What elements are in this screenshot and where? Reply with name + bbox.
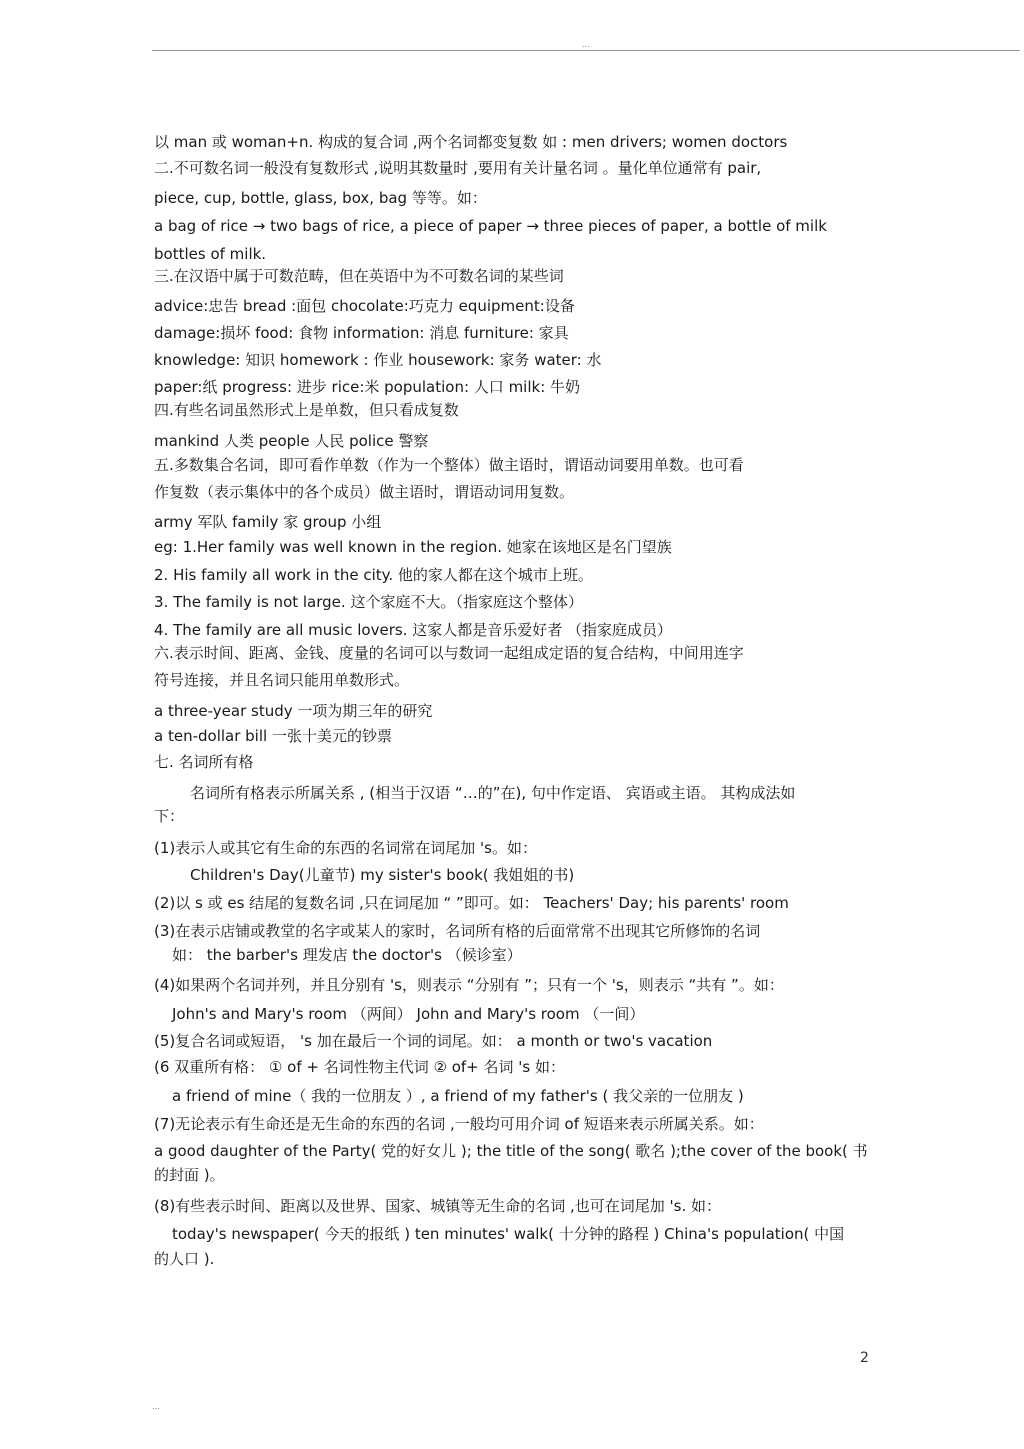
rule-line: (7)无论表示有生命还是无生命的东西的名词 ,一般均可用介词 of 短语来表示所属关系。如： <box>154 1115 764 1133</box>
rule-line: (5)复合名词或短语， 's 加在最后一个词的词尾。如： a month or two's vacation <box>154 1032 713 1050</box>
example-line: 的人口 ). <box>154 1250 215 1268</box>
rule-line: (6 双重所有格： ① of + 名词性物主代词 ② of+ 名词 's 如： <box>154 1058 565 1076</box>
example-line: 4. The family are all music lovers. 这家人都是音乐爱好者 （指家庭成员） <box>154 621 672 639</box>
example-line: 如： the barber's 理发店 the doctor's （候诊室） <box>172 946 522 964</box>
page-number: 2 <box>860 1350 869 1366</box>
example-line: a good daughter of the Party( 党的好女儿 ); the title of the song( 歌名 );the cover of the book( 书 <box>154 1142 868 1160</box>
header-rule <box>152 50 1020 51</box>
rule-line: (3)在表示店铺或教堂的名字或某人的家时，名词所有格的后面常常不出现其它所修饰的名词 <box>154 922 761 940</box>
vocab-line: army 军队 family 家 group 小组 <box>154 513 382 531</box>
section-heading-5: 五.多数集合名词，即可看作单数（作为一个整体）做主语时，谓语动词要用单数。也可看 <box>154 456 744 474</box>
header-dots: ... <box>582 40 590 49</box>
example-line: a friend of mine（ 我的一位朋友 ）, a friend of my father's ( 我父亲的一位朋友 ) <box>172 1087 744 1105</box>
example-line: John's and Mary's room （两间） John and Mary's room （一间） <box>172 1005 645 1023</box>
vocab-line: knowledge: 知识 homework : 作业 housework: 家务 water: 水 <box>154 351 602 369</box>
example-line: 的封面 )。 <box>154 1166 225 1184</box>
example-line: 3. The family is not large. 这个家庭不大。（指家庭这个整体） <box>154 593 583 611</box>
example-line: today's newspaper( 今天的报纸 ) ten minutes' walk( 十分钟的路程 ) China's population( 中国 <box>172 1225 845 1243</box>
text-line: 符号连接，并且名词只能用单数形式。 <box>154 671 410 689</box>
example-line: a three-year study 一项为期三年的研究 <box>154 702 433 720</box>
example-line: 2. His family all work in the city. 他的家人都在这个城市上班。 <box>154 566 593 584</box>
section-heading-3: 三.在汉语中属于可数范畴，但在英语中为不可数名词的某些词 <box>154 267 564 285</box>
rule-line: (2)以 s 或 es 结尾的复数名词 ,只在词尾加 “ ”即可。如： Teachers' Day; his parents' room <box>154 894 789 912</box>
footer-dots: ... <box>152 1402 160 1411</box>
text-line: bottles of milk. <box>154 245 267 263</box>
text-line: 名词所有格表示所属关系 , (相当于汉语 “…的”在), 句中作定语、 宾语或主语。 其构成法如 <box>190 784 796 802</box>
text-line: 以 man 或 woman+n. 构成的复合词 ,两个名词都变复数 如 : men drivers; women doctors <box>154 133 788 151</box>
section-heading-4: 四.有些名词虽然形式上是单数，但只看成复数 <box>154 401 459 419</box>
section-heading-7: 七. 名词所有格 <box>154 753 254 771</box>
section-heading-2: 二.不可数名词一般没有复数形式 ,说明其数量时 ,要用有关计量名词 。量化单位通常有 pair, <box>154 159 762 177</box>
rule-line: (4)如果两个名词并列，并且分别有 's，则表示 “分别有 ”；只有一个 's，则表示 “共有 ”。如： <box>154 976 784 994</box>
text-line: a bag of rice → two bags of rice, a piece of paper → three pieces of paper, a bottle of milk <box>154 217 827 235</box>
text-line: 作复数（表示集体中的各个成员）做主语时，谓语动词用复数。 <box>154 483 575 501</box>
section-heading-6: 六.表示时间、距离、金钱、度量的名词可以与数词一起组成定语的复合结构，中间用连字 <box>154 644 744 662</box>
rule-line: (1)表示人或其它有生命的东西的名词常在词尾加 's。如： <box>154 839 537 857</box>
vocab-line: mankind 人类 people 人民 police 警察 <box>154 432 429 450</box>
vocab-line: paper:纸 progress: 进步 rice:米 population: 人口 milk: 牛奶 <box>154 378 581 396</box>
vocab-line: advice:忠告 bread :面包 chocolate:巧克力 equipment:设备 <box>154 297 575 315</box>
text-line: 下： <box>154 807 185 825</box>
rule-line: (8)有些表示时间、距离以及世界、国家、城镇等无生命的名词 ,也可在词尾加 's. 如： <box>154 1197 722 1215</box>
example-line: Children's Day(儿童节) my sister's book( 我姐姐的书) <box>190 866 575 884</box>
vocab-line: damage:损坏 food: 食物 information: 消息 furniture: 家具 <box>154 324 569 342</box>
text-line: piece, cup, bottle, glass, box, bag 等等。如： <box>154 189 487 207</box>
example-line: eg: 1.Her family was well known in the region. 她家在该地区是名门望族 <box>154 538 672 556</box>
example-line: a ten-dollar bill 一张十美元的钞票 <box>154 727 392 745</box>
